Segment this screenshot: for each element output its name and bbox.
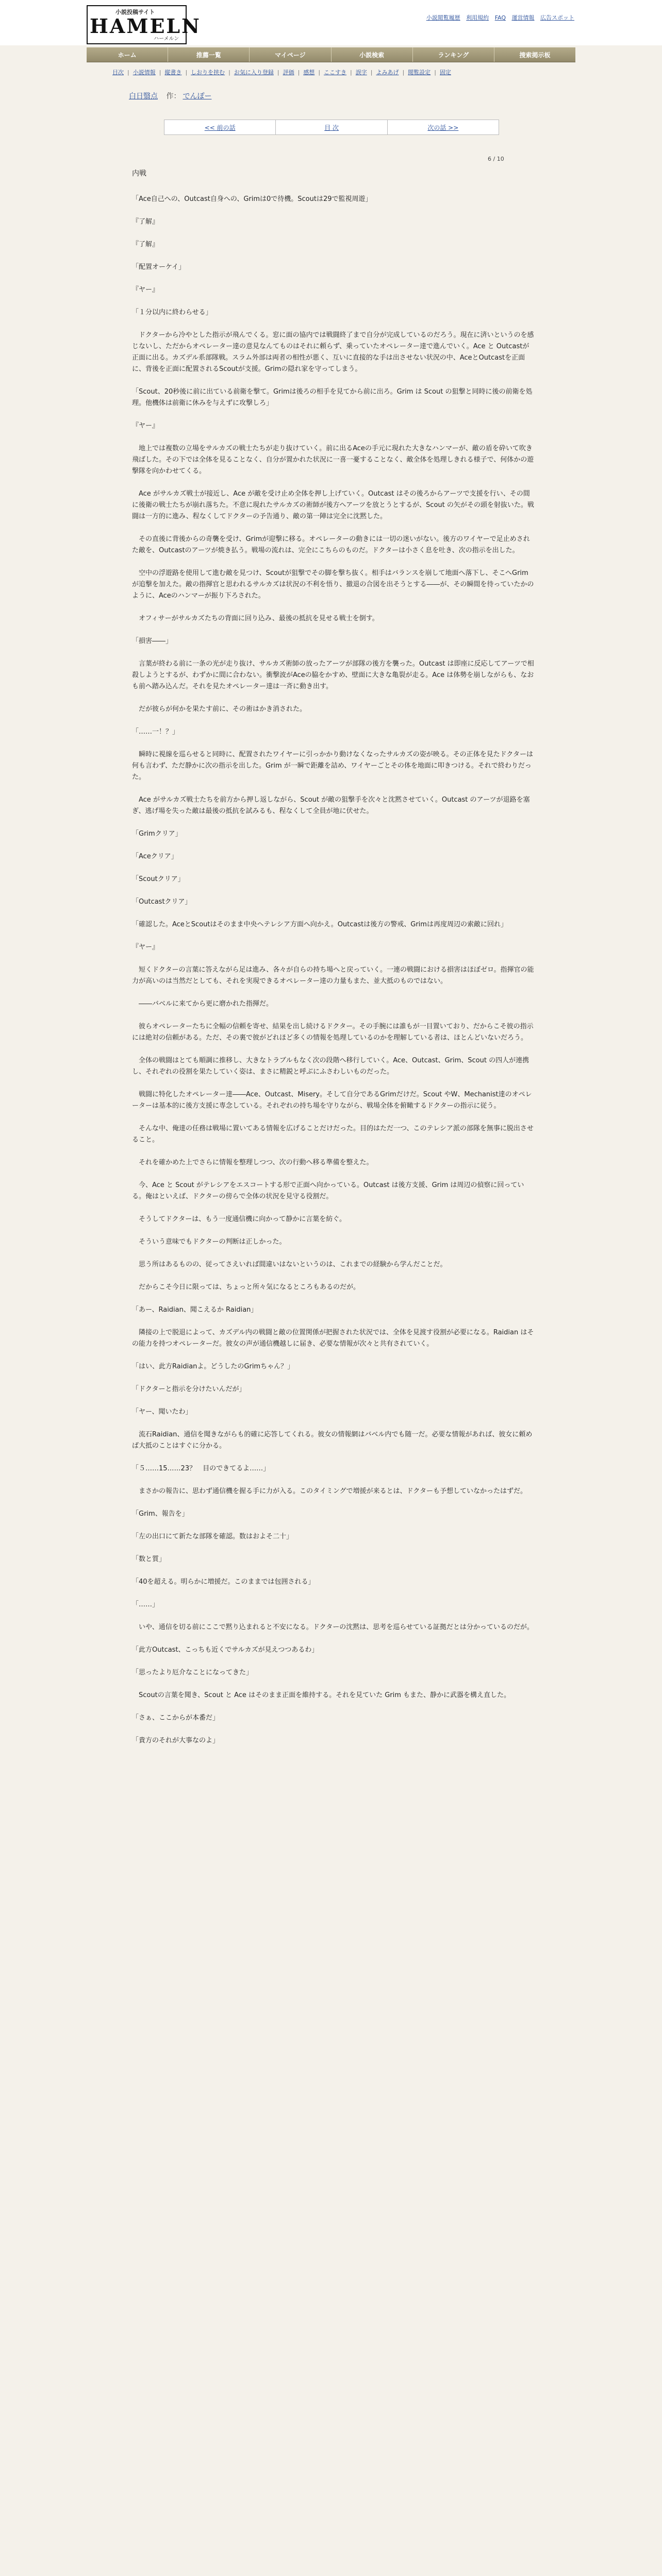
body-paragraph: 隣接の上で脱退によって、カズデル内の戦闘と敵の位置関係が把握された状況では、全体を見渡す役割が必要になる。Raidian はその能力を持つオペレーターだ。彼女の声が通信機越しに届き、必要な情報が次々と共有されていく。 — [132, 1329, 534, 1348]
body-paragraph: それを確かめた上でさらに情報を整理しつつ、次の行動へ移る準備を整えた。 — [132, 1159, 373, 1166]
body-paragraph: 「Scoutクリア」 — [132, 875, 185, 883]
nav-recommend[interactable]: 推薦一覧 — [168, 47, 250, 62]
body-paragraph: Ace がサルカズ戦士が接近し、Ace が敵を受け止め全体を押し上げていく。Outcast はその後ろからアーツで支援を行い、その間に後衛の戦士たちが崩れ落ちた。不意に現れたサルカズの術師が後方へアーツを放とうとするが、Scout の矢がその頭を射抜いた。戦闘は一方的に進み、程なくしてドクターの予告通り、敵の第一陣は完全に沈黙した。 — [132, 490, 534, 520]
chapter-body — [132, 194, 534, 1758]
body-paragraph: 戦闘に特化したオペレーター達――Ace、Outcast、Misery。そして自分であるGrimだけだ。Scout やW、Mechanist達のオペレーターは基本的に後方支援に専念している。それぞれの持ち場を守りながら、戦場全体を俯瞰するドクターの指示に従う。 — [132, 1091, 532, 1110]
body-paragraph: 「Scout、20秒後に前に出ている前衛を撃て。Grimは後ろの相手を見てから前に出ろ。Grim は Scout の狙撃と同時に後の前衛を処理。他機体は前衛に休みを与えずに攻撃しろ」 — [132, 388, 533, 407]
novel-meta — [129, 91, 211, 101]
body-paragraph: 「あー、Raidian、聞こえるか Raidian」 — [132, 1306, 258, 1314]
body-paragraph: 「此方Outcast、こっちも近くでサルカズが見えつつあるわ」 — [132, 1646, 319, 1654]
nav-home[interactable]: ホーム — [87, 47, 168, 62]
subnav-bookmark[interactable]: しおりを挟む — [191, 69, 225, 76]
link-faq[interactable]: FAQ — [494, 14, 506, 21]
body-paragraph: 『了解』 — [132, 241, 159, 248]
next-chapter-button[interactable]: 次の話 >> — [427, 124, 459, 131]
body-paragraph: 「ドクターと指示を分けたいんだが」 — [132, 1385, 246, 1393]
subnav-typo[interactable]: 誤字 — [355, 69, 367, 76]
body-paragraph: 「……一！？」 — [132, 728, 179, 736]
body-paragraph: 「Outcastクリア」 — [132, 898, 192, 906]
body-paragraph: 「ヤー、聞いたわ」 — [132, 1408, 192, 1416]
body-paragraph: 「左の出口にて新たな部隊を確認。数はおよそ二十」 — [132, 1533, 293, 1540]
body-paragraph: Ace がサルカズ戦士たちを前方から押し返しながら、Scout が敵の狙撃手を次々と沈黙させていく。Outcast のアーツが退路を塞ぎ、逃げ場を失った敵は最後の抵抗を試みるも、程なくして全員が地に伏せた。 — [132, 796, 530, 815]
body-paragraph: 「Aceクリア」 — [132, 853, 178, 860]
body-paragraph: そういう意味でもドクターの判断は正しかった。 — [132, 1238, 286, 1246]
prev-chapter-button[interactable]: << 前の話 — [164, 120, 276, 134]
header-links — [422, 13, 574, 22]
subnav-separator: | — [297, 69, 300, 76]
subnav-separator: | — [402, 69, 405, 76]
nav-ranking[interactable]: ランキング — [413, 47, 494, 62]
subnav-separator: | — [318, 69, 321, 76]
subnav-comments[interactable]: 感想 — [303, 69, 315, 76]
body-paragraph: 「さぁ、ここからが本番だ」 — [132, 1714, 220, 1722]
link-history[interactable]: 小説閲覧履歴 — [426, 14, 460, 21]
link-ad-spot[interactable]: 広告スポット — [540, 14, 574, 21]
subnav-separator: | — [127, 69, 129, 76]
body-paragraph: 短くドクターの言葉に答えながら足は進み、各々が自らの持ち場へと戻っていく。一連の戦闘における損害はほぼゼロ。指揮官の能力が高いのは当然だとしても、それを実現できるオペレーター達の力量もまた、並大抵のものではない。 — [132, 966, 534, 985]
body-paragraph: 地上では複数の立場をサルカズの戦士たちが走り抜けていく。前に出るAceの手元に現れた大きなハンマーが、敵の盾を砕いて吹き飛ばした。その下では全体を見ることなく、自分が置かれた状況に一喜一憂することなく、敵全体を処理しきれる様子で、何体かの遊撃隊を向かわせてくる。 — [132, 445, 534, 475]
body-paragraph: ――バベルに来てから更に磨かれた指揮だ。 — [132, 1000, 273, 1008]
subnav-toc[interactable]: 目次 — [112, 69, 124, 76]
nav-board[interactable]: 捜索掲示板 — [519, 51, 551, 59]
subnav-kokosuki[interactable]: ここすき — [324, 69, 347, 76]
body-paragraph: 「損害――」 — [132, 637, 173, 645]
body-paragraph: 「１分以内に終わらせる」 — [132, 309, 212, 316]
body-paragraph: 「５……15……23？ 目のできてるよ……」 — [132, 1465, 270, 1472]
global-nav — [87, 47, 575, 62]
subnav-novel-info[interactable]: 小説情報 — [133, 69, 156, 76]
body-paragraph: 「数と質」 — [132, 1555, 166, 1563]
site-logo[interactable] — [87, 5, 201, 44]
body-paragraph: 「……」 — [132, 1601, 159, 1608]
body-paragraph: 「思ったより厄介なことになってきた」 — [132, 1669, 253, 1676]
site-header — [0, 0, 662, 45]
body-paragraph: 『ヤー』 — [132, 286, 159, 294]
body-paragraph: 「はい、此方Raidianよ。どうしたのGrimちゃん？」 — [132, 1363, 294, 1370]
body-paragraph: そんな中、俺達の任務は戦場に置いてある情報を広げることだけだった。目的はただ一つ、このテレシア派の部隊を無事に脱出させること。 — [132, 1125, 534, 1144]
subnav-separator: | — [228, 69, 230, 76]
nav-search[interactable]: 小説検索 — [332, 47, 413, 62]
chapter-counter: 6 / 10 — [488, 156, 504, 162]
subnav-separator: | — [434, 69, 436, 76]
logo-subtitle: 小説投稿サイト — [115, 9, 155, 15]
body-paragraph: 彼らオペレーターたちに全幅の信頼を寄せ、結果を出し続けるドクター。その手腕には誰もが一目置いており、だからこそ彼の指示には絶対の信頼がある。ただ、その裏で彼がどれほど多くの情報を処理しているのかを理解している者は、ほとんどいないだろう。 — [132, 1023, 534, 1042]
body-paragraph: だからこそ今日に限っては、ちょっと所々気になるところもあるのだが。 — [132, 1283, 360, 1291]
body-paragraph: 「Grimクリア」 — [132, 830, 182, 838]
body-paragraph: 「Ace自己への、Outcast自身への、Grimは0で待機。Scoutは29で監視周遊」 — [132, 195, 372, 203]
chapter-title: 内戦 — [132, 170, 146, 178]
body-paragraph: 「貴方のそれが大事なのよ」 — [132, 1737, 220, 1744]
body-paragraph: Scoutの言葉を聞き、Scout と Ace はそのまま正面を維持する。それを見ていた Grim もまた、静かに武器を構え直した。 — [132, 1691, 511, 1699]
body-paragraph: 瞬時に視線を巡らせると同時に、配置されたワイヤーに引っかかり動けなくなったサルカズの姿が映る。その正体を見たドクターは何も言わず、ただ静かに次の指示を出した。Grim が一瞬で距離を詰め、ワイヤーごとその体を地面に叩きつける。それで終わりだった。 — [132, 751, 534, 781]
subnav-separator: | — [350, 69, 352, 76]
body-paragraph: 今、Ace と Scout がテレシアをエスコートする形で正面へ向かっている。Outcast は後方支援、Grim は周辺の偵察に回っている。俺はといえば、ドクターの傍らで全体の状況を見守る役割だ。 — [132, 1181, 524, 1200]
body-paragraph: 「40を超える。明らかに増援だ。このままでは包囲される」 — [132, 1578, 315, 1586]
link-operator-info[interactable]: 運営情報 — [511, 14, 535, 21]
body-paragraph: 『ヤー』 — [132, 943, 159, 951]
logo-katakana: ハーメルン — [154, 36, 179, 42]
subnav-vertical[interactable]: 縦書き — [164, 69, 182, 76]
body-paragraph: いや、通信を切る前にここで黙り込まれると不安になる。ドクターの沈黙は、思考を巡らせている証拠だとは分かっているのだが。 — [132, 1623, 534, 1631]
subnav-rate[interactable]: 評価 — [283, 69, 294, 76]
subnav-separator: | — [185, 69, 188, 76]
chapter-pager — [164, 120, 499, 135]
body-paragraph: 『ヤー』 — [132, 422, 159, 430]
author-prefix: 作： — [166, 92, 181, 100]
body-paragraph: 流石Raidian、通信を聞きながらも的確に応答してくれる。彼女の情報網はバベル内でも随一だ。必要な情報があれば、彼女に頼めば大抵のことはすぐに分かる。 — [132, 1431, 533, 1450]
body-paragraph: 「Grim、報告を」 — [132, 1510, 189, 1518]
novel-subnav — [112, 66, 550, 78]
author-link[interactable]: でんぽー — [183, 92, 212, 100]
subnav-favorite[interactable]: お気に入り登録 — [234, 69, 274, 76]
subnav-separator: | — [370, 69, 373, 76]
body-paragraph: だが彼らが何かを果たす前に、その術はかき消された。 — [132, 705, 307, 713]
novel-title-link[interactable]: 白日翳点 — [129, 92, 158, 100]
body-paragraph: そうしてドクターは、もう一度通信機に向かって静かに言葉を紡ぐ。 — [132, 1215, 346, 1223]
subnav-read-aloud[interactable]: よみあげ — [376, 69, 399, 76]
body-paragraph: オフィサーがサルカズたちの背面に回り込み、最後の抵抗を見せる戦士を倒す。 — [132, 615, 379, 622]
body-paragraph: 思う所はあるものの、従ってさえいれば間違いはないというのは、これまでの経験から学んだことだ。 — [132, 1261, 447, 1268]
nav-mypage[interactable]: マイページ — [250, 47, 331, 62]
subnav-pin[interactable]: 固定 — [439, 69, 451, 76]
body-paragraph: その直後に背後からの奇襲を受け、Grimが迎撃に移る。オペレーターの動きには一切の迷いがない。後方のワイヤーで足止めされた敵を、Outcastのアーツが焼き払う。戦場の流れは、完全にこちらのものだ。ドクターは小さく息を吐き、次の指示を出した。 — [132, 535, 530, 554]
body-paragraph: 「確認した。AceとScoutはそのまま中央ヘテレシア方面へ向かえ。Outcastは後方の警戒、Grimは再度周辺の索敵に回れ」 — [132, 921, 507, 928]
logo-wordmark: HAMELN — [90, 14, 201, 38]
body-paragraph: 言葉が終わる前に一条の光が走り抜け、サルカズ術師の放ったアーツが部隊の後方を襲った。Outcast は即座に反応してアーツで相殺しようとするが、わずかに間に合わない。衝撃波がAceの脇をかすめ、壁面に大きな亀裂が走る。Ace は体勢を崩しながらも、なおも前へ踏み込んだ。それを見たオペレーター達は一斉に動き出す。 — [132, 660, 534, 690]
body-paragraph: 『了解』 — [132, 218, 159, 226]
link-terms[interactable]: 利用規約 — [466, 14, 489, 21]
subnav-view-settings[interactable]: 閲覧設定 — [408, 69, 431, 76]
body-paragraph: ドクターから冷やとした指示が飛んでくる。窓に面の協内では戦闘終了まで自分が完成しているのだろう。現在に済いというのを感じないし、ただからオペレーター達の意見なんてものはそれに頼らず、乗っていたオペレーター達で進んでいく。Ace と Outcastが正面に出る。カズデル系部隊戦。スラム外部は両者の相性が悪く、互いに直接的な手は出させない状況の中、AceとOutcastを正面に、背後を正面に配置されるScoutが支援。Grimの隠れ家を守ってしまう。 — [132, 331, 534, 373]
body-paragraph: 全体の戦闘はとても順調に推移し、大きなトラブルもなく次の段階へ移行していく。Ace、Outcast、Grim、Scout の四人が連携し、それぞれの役割を果たしていく姿は、まさに精鋭と呼ぶにふさわしいものだった。 — [132, 1057, 529, 1076]
body-paragraph: まさかの報告に、思わず通信機を握る手に力が入る。このタイミングで増援が来るとは、ドクターも予想していなかったはずだ。 — [132, 1487, 527, 1495]
subnav-separator: | — [159, 69, 161, 76]
subnav-separator: | — [277, 69, 279, 76]
body-paragraph: 空中の浮遊路を使用して進む敵を見つけ、Scoutが狙撃でその脚を撃ち抜く。相手はバランスを崩して地面へ落下し、そこへGrimが追撃を加えた。敵の指揮官と思われるサルカズは状況の不利を悟り、撤退の合図を出そうとする――が、その瞬間を待っていたかのように、Aceのハンマーが振り下ろされた。 — [132, 569, 534, 600]
body-paragraph: 「配置オーケイ」 — [132, 263, 186, 271]
toc-button[interactable]: 目 次 — [276, 120, 387, 134]
